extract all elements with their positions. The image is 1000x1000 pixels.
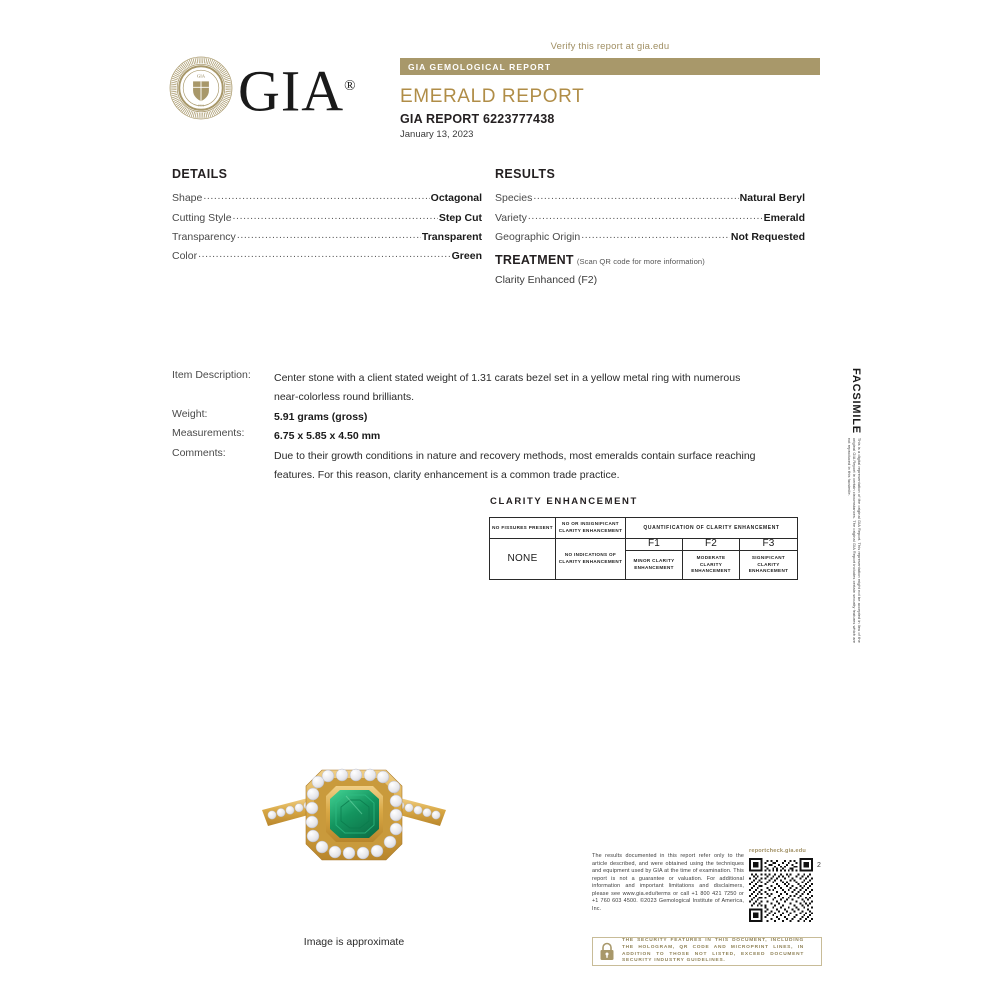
weight-value: 5.91 grams (gross)	[274, 411, 368, 423]
result-label-variety: Variety	[495, 212, 527, 224]
ce-grade-desc-f2: MODERATE CLARITY ENHANCEMENT	[683, 550, 740, 579]
measurements-label: Measurements:	[172, 427, 245, 439]
detail-row-shape	[172, 190, 482, 204]
detail-row-transparency	[172, 229, 482, 243]
ce-header-no-or-insignificant: NO OR INSIGNIFICANT CLARITY ENHANCEMENT	[556, 518, 626, 539]
ce-grade-desc-f3: SIGNIFICANT CLARITY ENHANCEMENT	[740, 550, 798, 579]
result-value-variety: Emerald	[763, 212, 805, 224]
dot-leader	[528, 210, 763, 221]
table-row	[490, 518, 798, 539]
dot-leader	[237, 229, 421, 240]
detail-label-cutting-style: Cutting Style	[172, 212, 232, 224]
results-section-title: RESULTS	[495, 167, 556, 181]
security-features-text: THE SECURITY FEATURES IN THIS DOCUMENT, INCLUDING THE HOLOGRAM, QR CODE AND MICROPRINT LINES, IN ADDITION TO THOSE NOT LISTED, EXCEED DOCUMENT SECURITY INDUSTRY GUIDELINES.	[622, 938, 804, 964]
lock-icon	[599, 942, 615, 961]
result-row-variety	[495, 210, 805, 224]
details-section-title: DETAILS	[172, 167, 228, 181]
detail-label-color: Color	[172, 250, 198, 262]
result-row-geographic-origin	[495, 229, 805, 243]
ce-grade-f2: F2	[683, 538, 740, 550]
treatment-title-text: TREATMENT	[495, 253, 574, 267]
ring-photo	[262, 762, 446, 878]
item-description-line-2: near-colorless round brilliants.	[274, 391, 415, 403]
ce-header-no-fissures: NO FISSURES PRESENT	[490, 518, 556, 539]
gia-seal-logo	[168, 55, 234, 121]
reportcheck-url-label: reportcheck.gia.edu	[749, 848, 806, 854]
detail-value-color: Green	[451, 250, 482, 262]
detail-value-shape: Octagonal	[430, 192, 482, 204]
treatment-value: Clarity Enhanced (F2)	[495, 274, 598, 286]
report-type-title: EMERALD REPORT	[400, 86, 585, 107]
report-date: January 13, 2023	[400, 129, 474, 140]
gemological-report-bar-label: GIA GEMOLOGICAL REPORT	[408, 62, 552, 72]
ce-grade-desc-f1: MINOR CLARITY ENHANCEMENT	[626, 550, 683, 579]
ce-grade-f3: F3	[740, 538, 798, 550]
dot-leader	[198, 248, 451, 259]
treatment-qr-note: (Scan QR code for more information)	[576, 257, 705, 266]
dot-leader	[233, 210, 438, 221]
measurements-value: 6.75 x 5.85 x 4.50 mm	[274, 430, 381, 442]
ce-header-quantification: QUANTIFICATION OF CLARITY ENHANCEMENT	[626, 518, 798, 539]
detail-row-color	[172, 248, 482, 262]
facsimile-notice	[822, 368, 862, 648]
result-row-species	[495, 190, 805, 204]
weight-label: Weight:	[172, 408, 208, 420]
gia-wordmark	[238, 57, 356, 124]
detail-label-shape: Shape	[172, 192, 203, 204]
comments-label: Comments:	[172, 447, 226, 459]
svg-text:GIA: GIA	[196, 73, 206, 79]
detail-row-cutting-style	[172, 210, 482, 224]
detail-value-cutting-style: Step Cut	[438, 212, 482, 224]
verify-report-text: Verify this report at gia.edu	[550, 41, 670, 52]
detail-value-transparency: Transparent	[421, 231, 482, 243]
treatment-section-title	[495, 253, 705, 267]
detail-label-transparency: Transparency	[172, 231, 236, 243]
table-row	[490, 538, 798, 550]
facsimile-body: This is a digital representation of the original GIA Report. This representation might not be accepted in lieu of the original GIA Report in certain circumstances. The original GIA Report includes certain security features which are not reproduced in this facsimile.	[846, 437, 862, 644]
report-number: GIA REPORT 6223777438	[400, 112, 555, 126]
security-features-bar	[592, 937, 822, 966]
clarity-enhancement-title: CLARITY ENHANCEMENT	[490, 496, 638, 507]
result-value-species: Natural Beryl	[739, 192, 805, 204]
comments-line-1: Due to their growth conditions in nature and recovery methods, most emeralds contain surface reaching	[274, 450, 756, 462]
dot-leader	[581, 229, 730, 240]
qr-code[interactable]	[749, 858, 813, 922]
dot-leader	[203, 190, 429, 201]
item-description-line-1: Center stone with a client stated weight of 1.31 carats bezel set in a yellow metal ring with numerous	[274, 372, 741, 384]
result-label-geographic-origin: Geographic Origin	[495, 231, 581, 243]
qr-side-marker: 2	[817, 862, 821, 869]
ce-grade-f1: F1	[626, 538, 683, 550]
result-value-geographic-origin: Not Requested	[730, 231, 805, 243]
legal-disclaimer-text: The results documented in this report refer only to the article described, and were obtained using the techniques and equipment used by GIA at the time of examination. This report is not a guarantee or valuation. For additional information and important limitations and disclaimers, please see www.gia.edu/terms or call +1 800 421 7250 or +1 760 603 4500. ©2023 Gemological Institute of America, Inc.	[592, 853, 744, 912]
image-approximate-caption: Image is approximate	[303, 936, 405, 948]
ce-value-none: NONE	[490, 538, 556, 579]
gemological-report-bar	[400, 58, 820, 75]
ce-value-no-indications: NO INDICATIONS OF CLARITY ENHANCEMENT	[556, 538, 626, 579]
comments-line-2: features. For this reason, clarity enhancement is a common trade practice.	[274, 469, 620, 481]
gia-wordmark-text: GIA	[238, 58, 345, 124]
dot-leader	[533, 190, 738, 201]
facsimile-title: FACSIMILE	[850, 368, 862, 434]
item-description-label: Item Description:	[172, 369, 251, 381]
clarity-enhancement-table	[489, 517, 798, 580]
registered-mark-icon: ®	[344, 78, 356, 94]
result-label-species: Species	[495, 192, 533, 204]
svg-text:1931: 1931	[197, 103, 205, 108]
